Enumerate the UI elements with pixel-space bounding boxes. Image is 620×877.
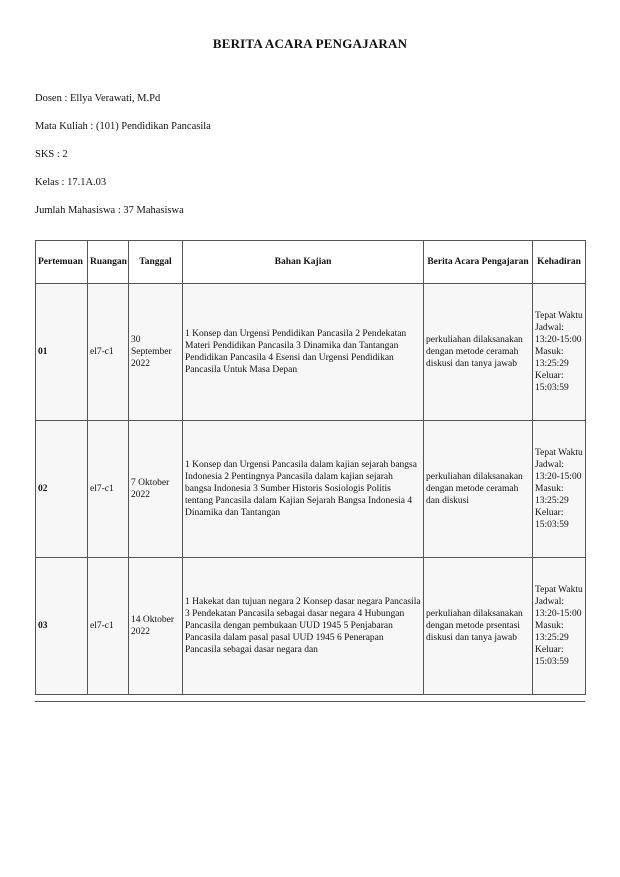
cell-kehadiran: [533, 421, 586, 558]
cell-pertemuan: 01: [36, 284, 88, 421]
header-berita-acara: Berita Acara Pengajaran: [424, 241, 533, 284]
table-header-row: [36, 241, 586, 284]
lecturer-line: Dosen : Ellya Verawati, M.Pd: [35, 93, 161, 104]
cell-tanggal: 7 Oktober 2022: [129, 421, 183, 558]
attendance-status: Tepat Waktu: [535, 311, 583, 321]
cell-bahan-kajian: 1 Konsep dan Urgensi Pancasila dalam kajian sejarah bangsa Indonesia 2 Pentingnya Pancasila dalam kajian sejarah bangsa Indonesia 3 Sumber Historis Sosiologis Politis tentang Pancasila dalam Kajian Sejarah Bangsa Indonesia 4 Dinamika dan Tantangan: [183, 421, 424, 558]
cell-tanggal: 30 September 2022: [129, 284, 183, 421]
header-pertemuan: Pertemuan: [36, 241, 88, 284]
header-tanggal: Tanggal: [129, 241, 183, 284]
cell-ruangan: el7-c1: [88, 558, 129, 695]
attendance-check-in: Masuk: 13:25:29: [535, 621, 569, 643]
attendance-check-out: Keluar: 15:03:59: [535, 371, 569, 393]
cell-ruangan: el7-c1: [88, 421, 129, 558]
cell-bahan-kajian: 1 Konsep dan Urgensi Pendidikan Pancasila 2 Pendekatan Materi Pendidikan Pancasila 3 Dinamika dan Tantangan Pendidikan Pancasila 4 Esensi dan Urgensi Pendidikan Pancasila Untuk Masa Depan: [183, 284, 424, 421]
cell-berita-acara: perkuliahan dilaksanakan dengan metode ceramah dan diskusi: [424, 421, 533, 558]
cell-kehadiran: [533, 284, 586, 421]
page-title: BERITA ACARA PENGAJARAN: [212, 36, 408, 51]
cell-kehadiran: [533, 558, 586, 695]
attendance-check-in: Masuk: 13:25:29: [535, 347, 569, 369]
cell-bahan-kajian: 1 Hakekat dan tujuan negara 2 Konsep dasar negara Pancasila 3 Pendekatan Pancasila sebagai dasar negara 4 Hubungan Pancasila dengan pembukaan UUD 1945 5 Penjabaran Pancasila dalam pasal pasal UUD 1945 6 Penerapan Pancasila sebagai dasar negara dan: [183, 558, 424, 695]
attendance-schedule: Jadwal: 13:20-15:00: [535, 323, 582, 345]
credits-line: SKS : 2: [35, 149, 68, 160]
attendance-status: Tepat Waktu: [535, 448, 583, 458]
header-ruangan: Ruangan: [88, 241, 129, 284]
teaching-record-table: [35, 240, 586, 695]
table-row: [36, 421, 586, 558]
cell-pertemuan: 02: [36, 421, 88, 558]
table-bottom-divider: [35, 701, 585, 702]
header-kehadiran: Kehadiran: [533, 241, 586, 284]
cell-tanggal: 14 Oktober 2022: [129, 558, 183, 695]
attendance-check-out: Keluar: 15:03:59: [535, 645, 569, 667]
course-info: [35, 93, 211, 233]
attendance-check-out: Keluar: 15:03:59: [535, 508, 569, 530]
header-bahan-kajian: Bahan Kajian: [183, 241, 424, 284]
attendance-check-in: Masuk: 13:25:29: [535, 484, 569, 506]
attendance-status: Tepat Waktu: [535, 585, 583, 595]
course-line: Mata Kuliah : (101) Pendidikan Pancasila: [35, 121, 211, 132]
cell-ruangan: el7-c1: [88, 284, 129, 421]
class-line: Kelas : 17.1A.03: [35, 177, 107, 188]
student-count-line: Jumlah Mahasiswa : 37 Mahasiswa: [35, 205, 184, 216]
attendance-schedule: Jadwal: 13:20-15:00: [535, 460, 582, 482]
attendance-schedule: Jadwal: 13:20-15:00: [535, 597, 582, 619]
cell-berita-acara: perkuliahan dilaksanakan dengan metode ceramah diskusi dan tanya jawab: [424, 284, 533, 421]
table-row: [36, 284, 586, 421]
cell-pertemuan: 03: [36, 558, 88, 695]
cell-berita-acara: perkuliahan dilaksanakan dengan metode prsentasi diskusi dan tanya jawab: [424, 558, 533, 695]
table-row: [36, 558, 586, 695]
